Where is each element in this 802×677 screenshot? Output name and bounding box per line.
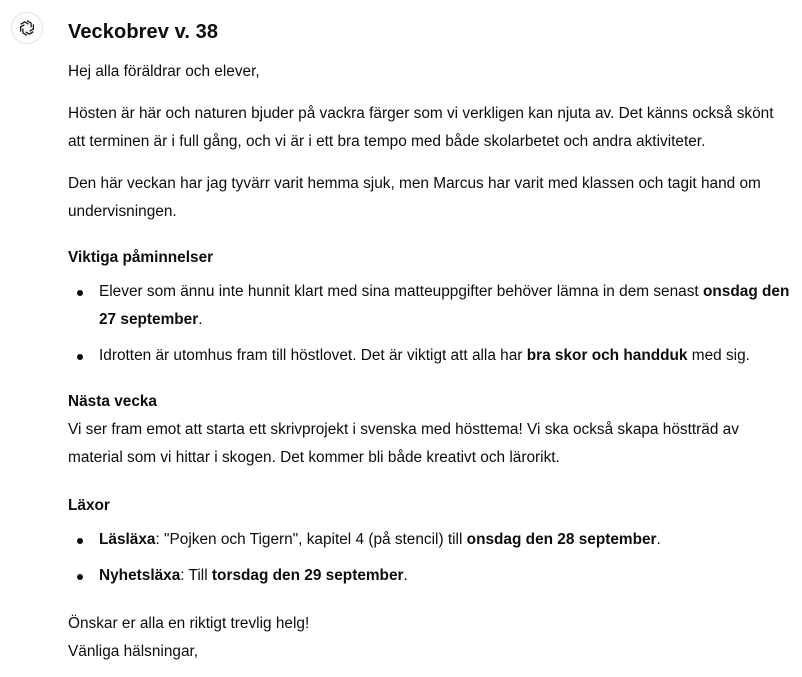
closing-line: Önskar er alla en riktigt trevlig helg! — [68, 615, 310, 632]
bullet-icon — [77, 538, 83, 544]
paragraph-intro: Hösten är här och naturen bjuder på vackra färger som vi verkligen kan njuta av. Det känns också skönt att terminen är i full gång, och vi är i ett bra tempo med både skolarbetet och andra aktiviteter. — [68, 105, 774, 150]
list-item — [68, 562, 790, 590]
reminder-end: . — [198, 311, 203, 328]
homework-text: : Till — [180, 567, 212, 584]
reminder-emphasis: bra skor och handduk — [526, 347, 688, 364]
homework-label: Läsläxa — [99, 531, 156, 548]
list-item — [68, 278, 790, 334]
reminder-text: Elever som ännu inte hunnit klart med sina matteuppgifter behöver lämna in dem senast — [99, 283, 703, 300]
homework-date: onsdag den 28 september — [466, 531, 657, 548]
closing — [68, 610, 790, 666]
assistant-avatar — [11, 12, 43, 44]
reminder-date: onsdag den 27 september — [99, 283, 790, 328]
homework-list — [68, 526, 790, 590]
paragraph-next-week: Vi ser fram emot att starta ett skrivprojekt i svenska med hösttema! Vi ska också skapa höstträd av material som vi hittar i skogen. Det kommer bli både kreativt och lärorikt. — [68, 421, 739, 466]
heading-reminders: Viktiga påminnelser — [68, 249, 214, 266]
homework-end: . — [403, 567, 408, 584]
homework-label: Nyhetsläxa — [99, 567, 181, 584]
letter-title: Veckobrev v. 38 — [68, 21, 219, 43]
greeting: Hej alla föräldrar och elever, — [68, 63, 260, 80]
openai-logo-icon — [17, 18, 37, 38]
heading-next-week: Nästa vecka — [68, 393, 157, 410]
reminder-end: med sig. — [687, 347, 750, 364]
signoff-line: Vänliga hälsningar, — [68, 643, 199, 660]
list-item — [68, 342, 790, 370]
assistant-message — [68, 0, 790, 666]
paragraph-sick: Den här veckan har jag tyvärr varit hemma sjuk, men Marcus har varit med klassen och tagit hand om undervisningen. — [68, 175, 761, 220]
heading-homework: Läxor — [68, 497, 110, 514]
reminder-text: Idrotten är utomhus fram till höstlovet. Det är viktigt att alla har — [99, 347, 527, 364]
bullet-icon — [77, 354, 83, 360]
reminders-list — [68, 278, 790, 370]
homework-date: torsdag den 29 september — [211, 567, 404, 584]
bullet-icon — [77, 574, 83, 580]
list-item — [68, 526, 790, 554]
homework-end: . — [656, 531, 661, 548]
homework-text: : "Pojken och Tigern", kapitel 4 (på stencil) till — [155, 531, 467, 548]
bullet-icon — [77, 290, 83, 296]
